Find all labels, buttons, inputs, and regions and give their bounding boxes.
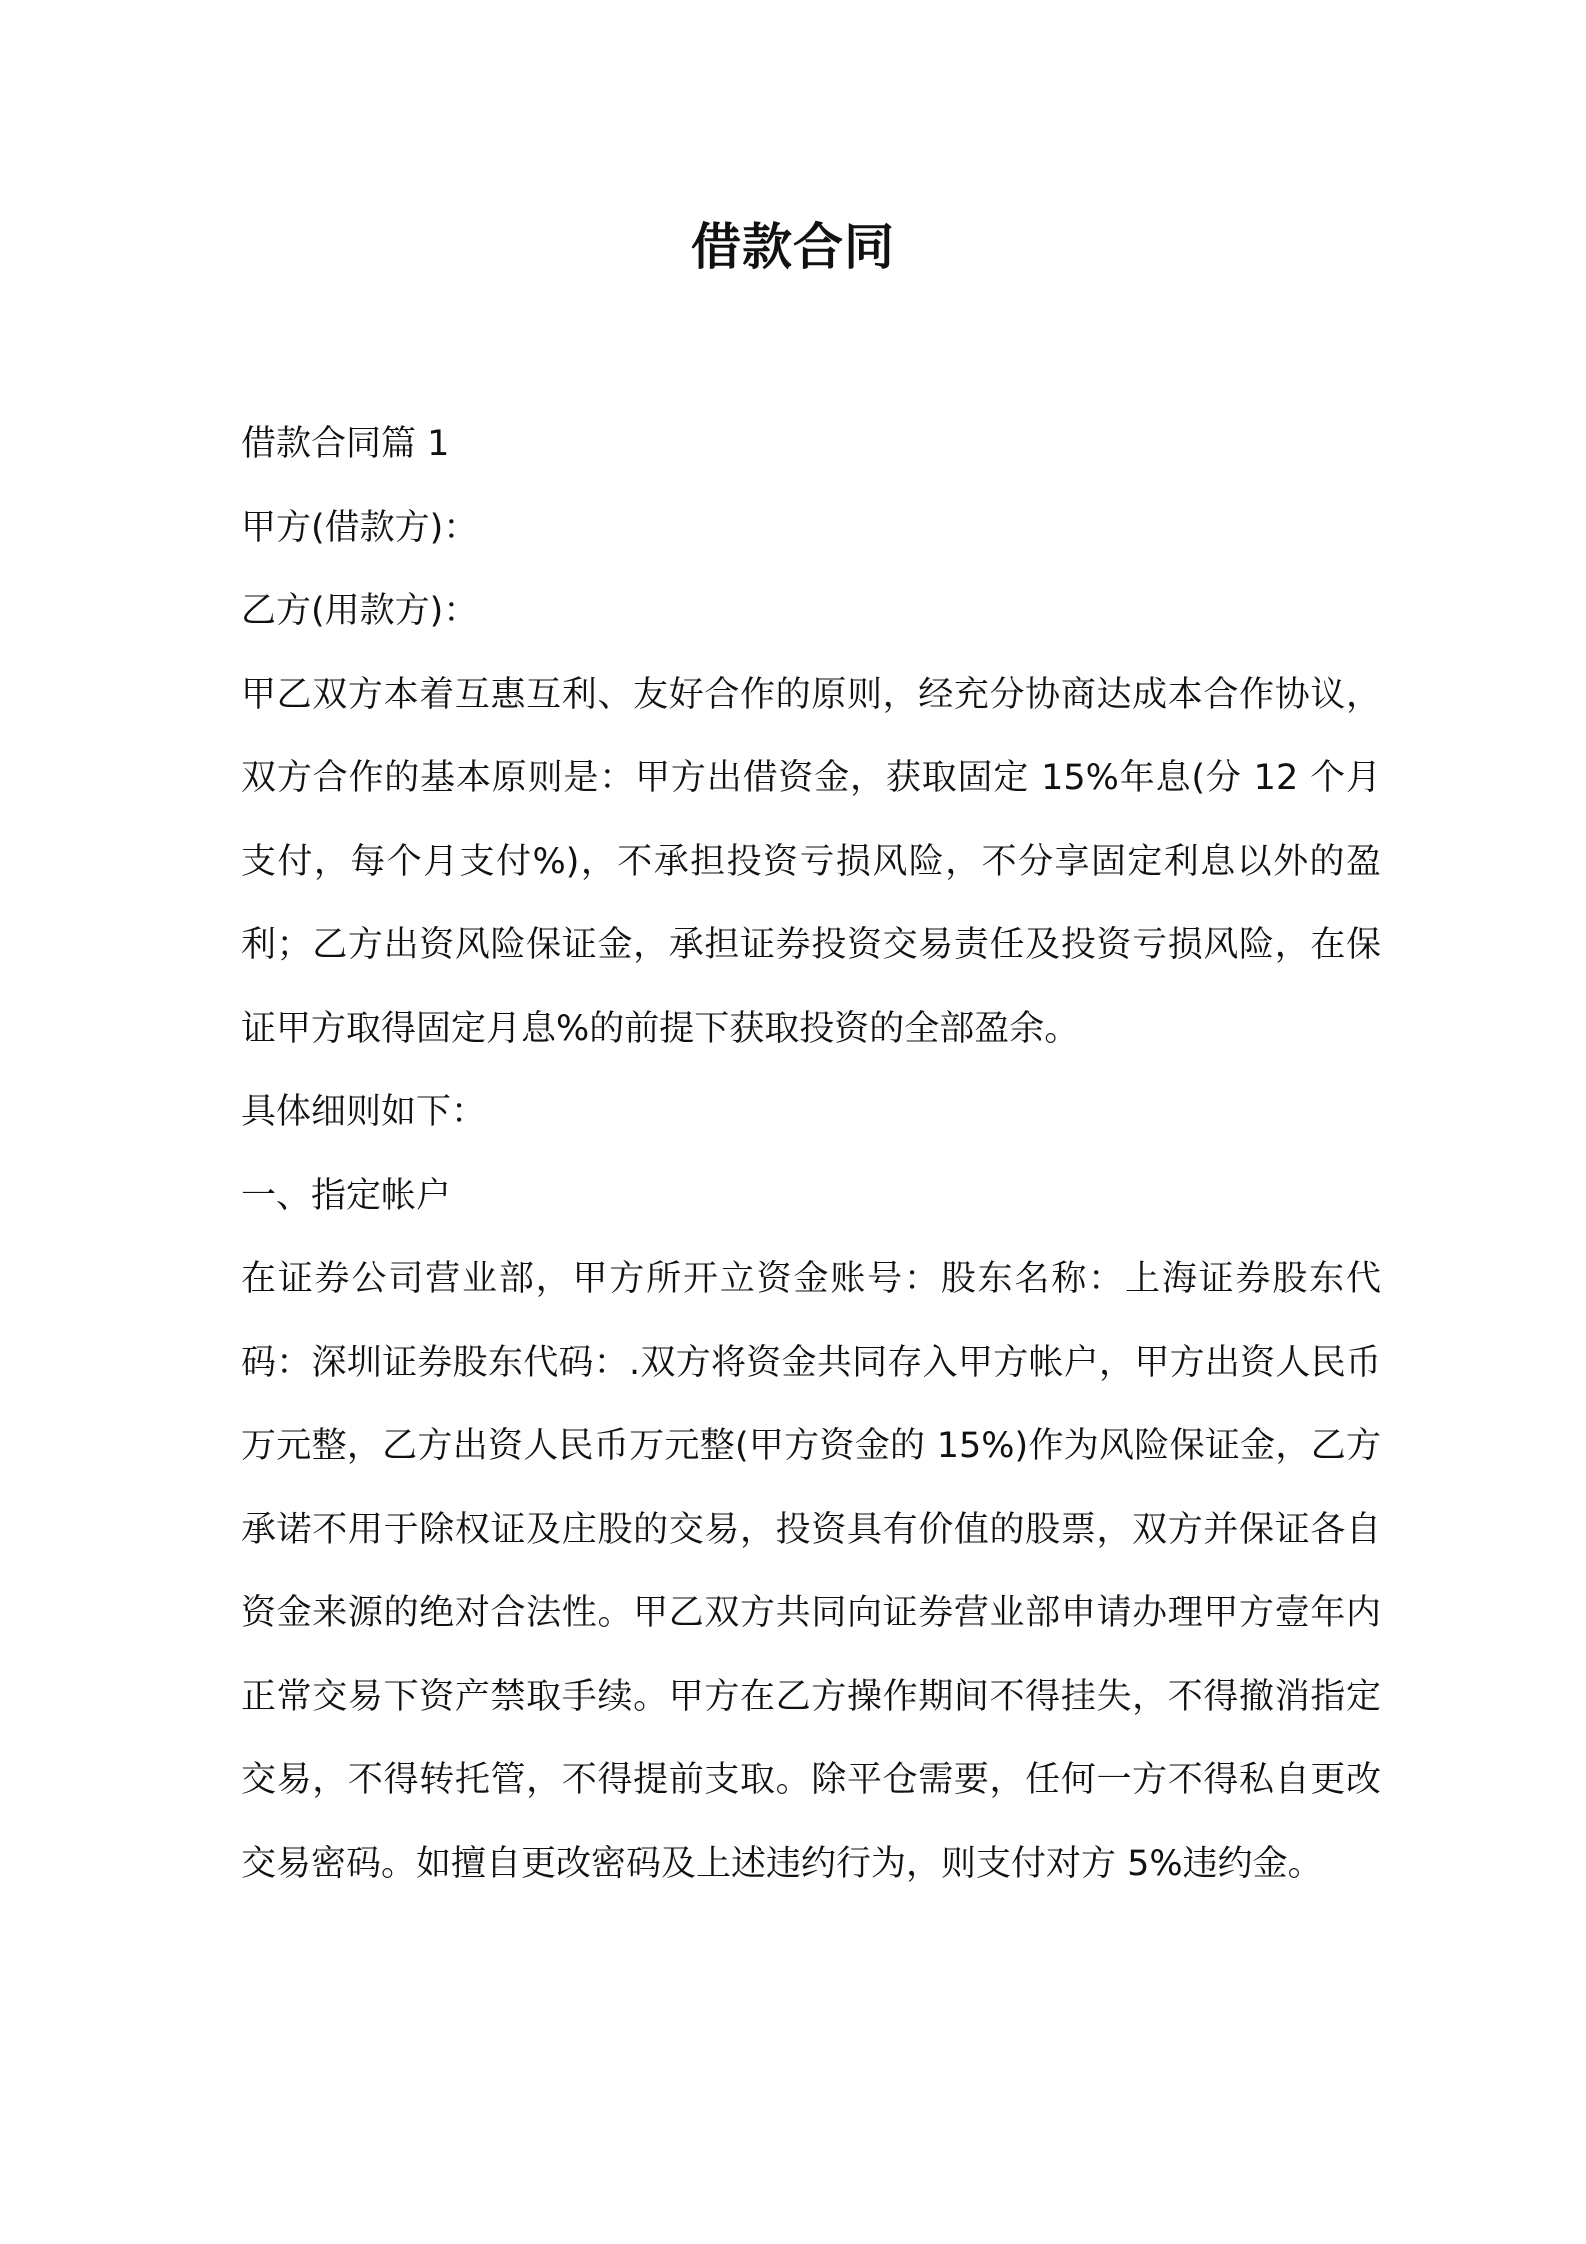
party-a-line: 甲方(借款方)：: [241, 507, 479, 548]
party-b-line: 乙方(用款方)：: [241, 591, 479, 631]
section-heading: 借款合同篇 1: [241, 424, 450, 464]
details-intro: 具体细则如下：: [241, 1092, 487, 1132]
document-body: [241, 403, 1381, 1906]
clause-heading: 一、指定帐户: [241, 1175, 452, 1216]
document-title: 借款合同: [691, 218, 895, 276]
clause-paragraph: 在证券公司营业部，甲方所开立资金账号：股东名称：上海证券股东代码：深圳证券股东代码：.双方将资金共同存入甲方帐户，甲方出资人民币万元整，乙方出资人民币万元整(甲方资金的 15%)作为风险保证金，乙方承诺不用于除权证及庄股的交易，投资具有价值的股票，双方并保证各自资金来源的绝对合法性。甲乙双方共同向证券营业部申请办理甲方壹年内正常交易下资产禁取手续。甲方在乙方操作期间不得挂失，不得撤消指定交易，不得转托管，不得提前支取。除平仓需要，任何一方不得私自更改交易密码。如擅自更改密码及上述违约行为，则支付对方 5%违约金。: [241, 1259, 1381, 1884]
preamble-paragraph: 甲乙双方本着互惠互利、友好合作的原则，经充分协商达成本合作协议，双方合作的基本原则是：甲方出借资金，获取固定 15%年息(分 12 个月支付，每个月支付%)，不承担投资亏损风险，不分享固定利息以外的盈利；乙方出资风险保证金，承担证券投资交易责任及投资亏损风险，在保证甲方取得固定月息%的前提下获取投资的全部盈余。: [241, 674, 1381, 1049]
